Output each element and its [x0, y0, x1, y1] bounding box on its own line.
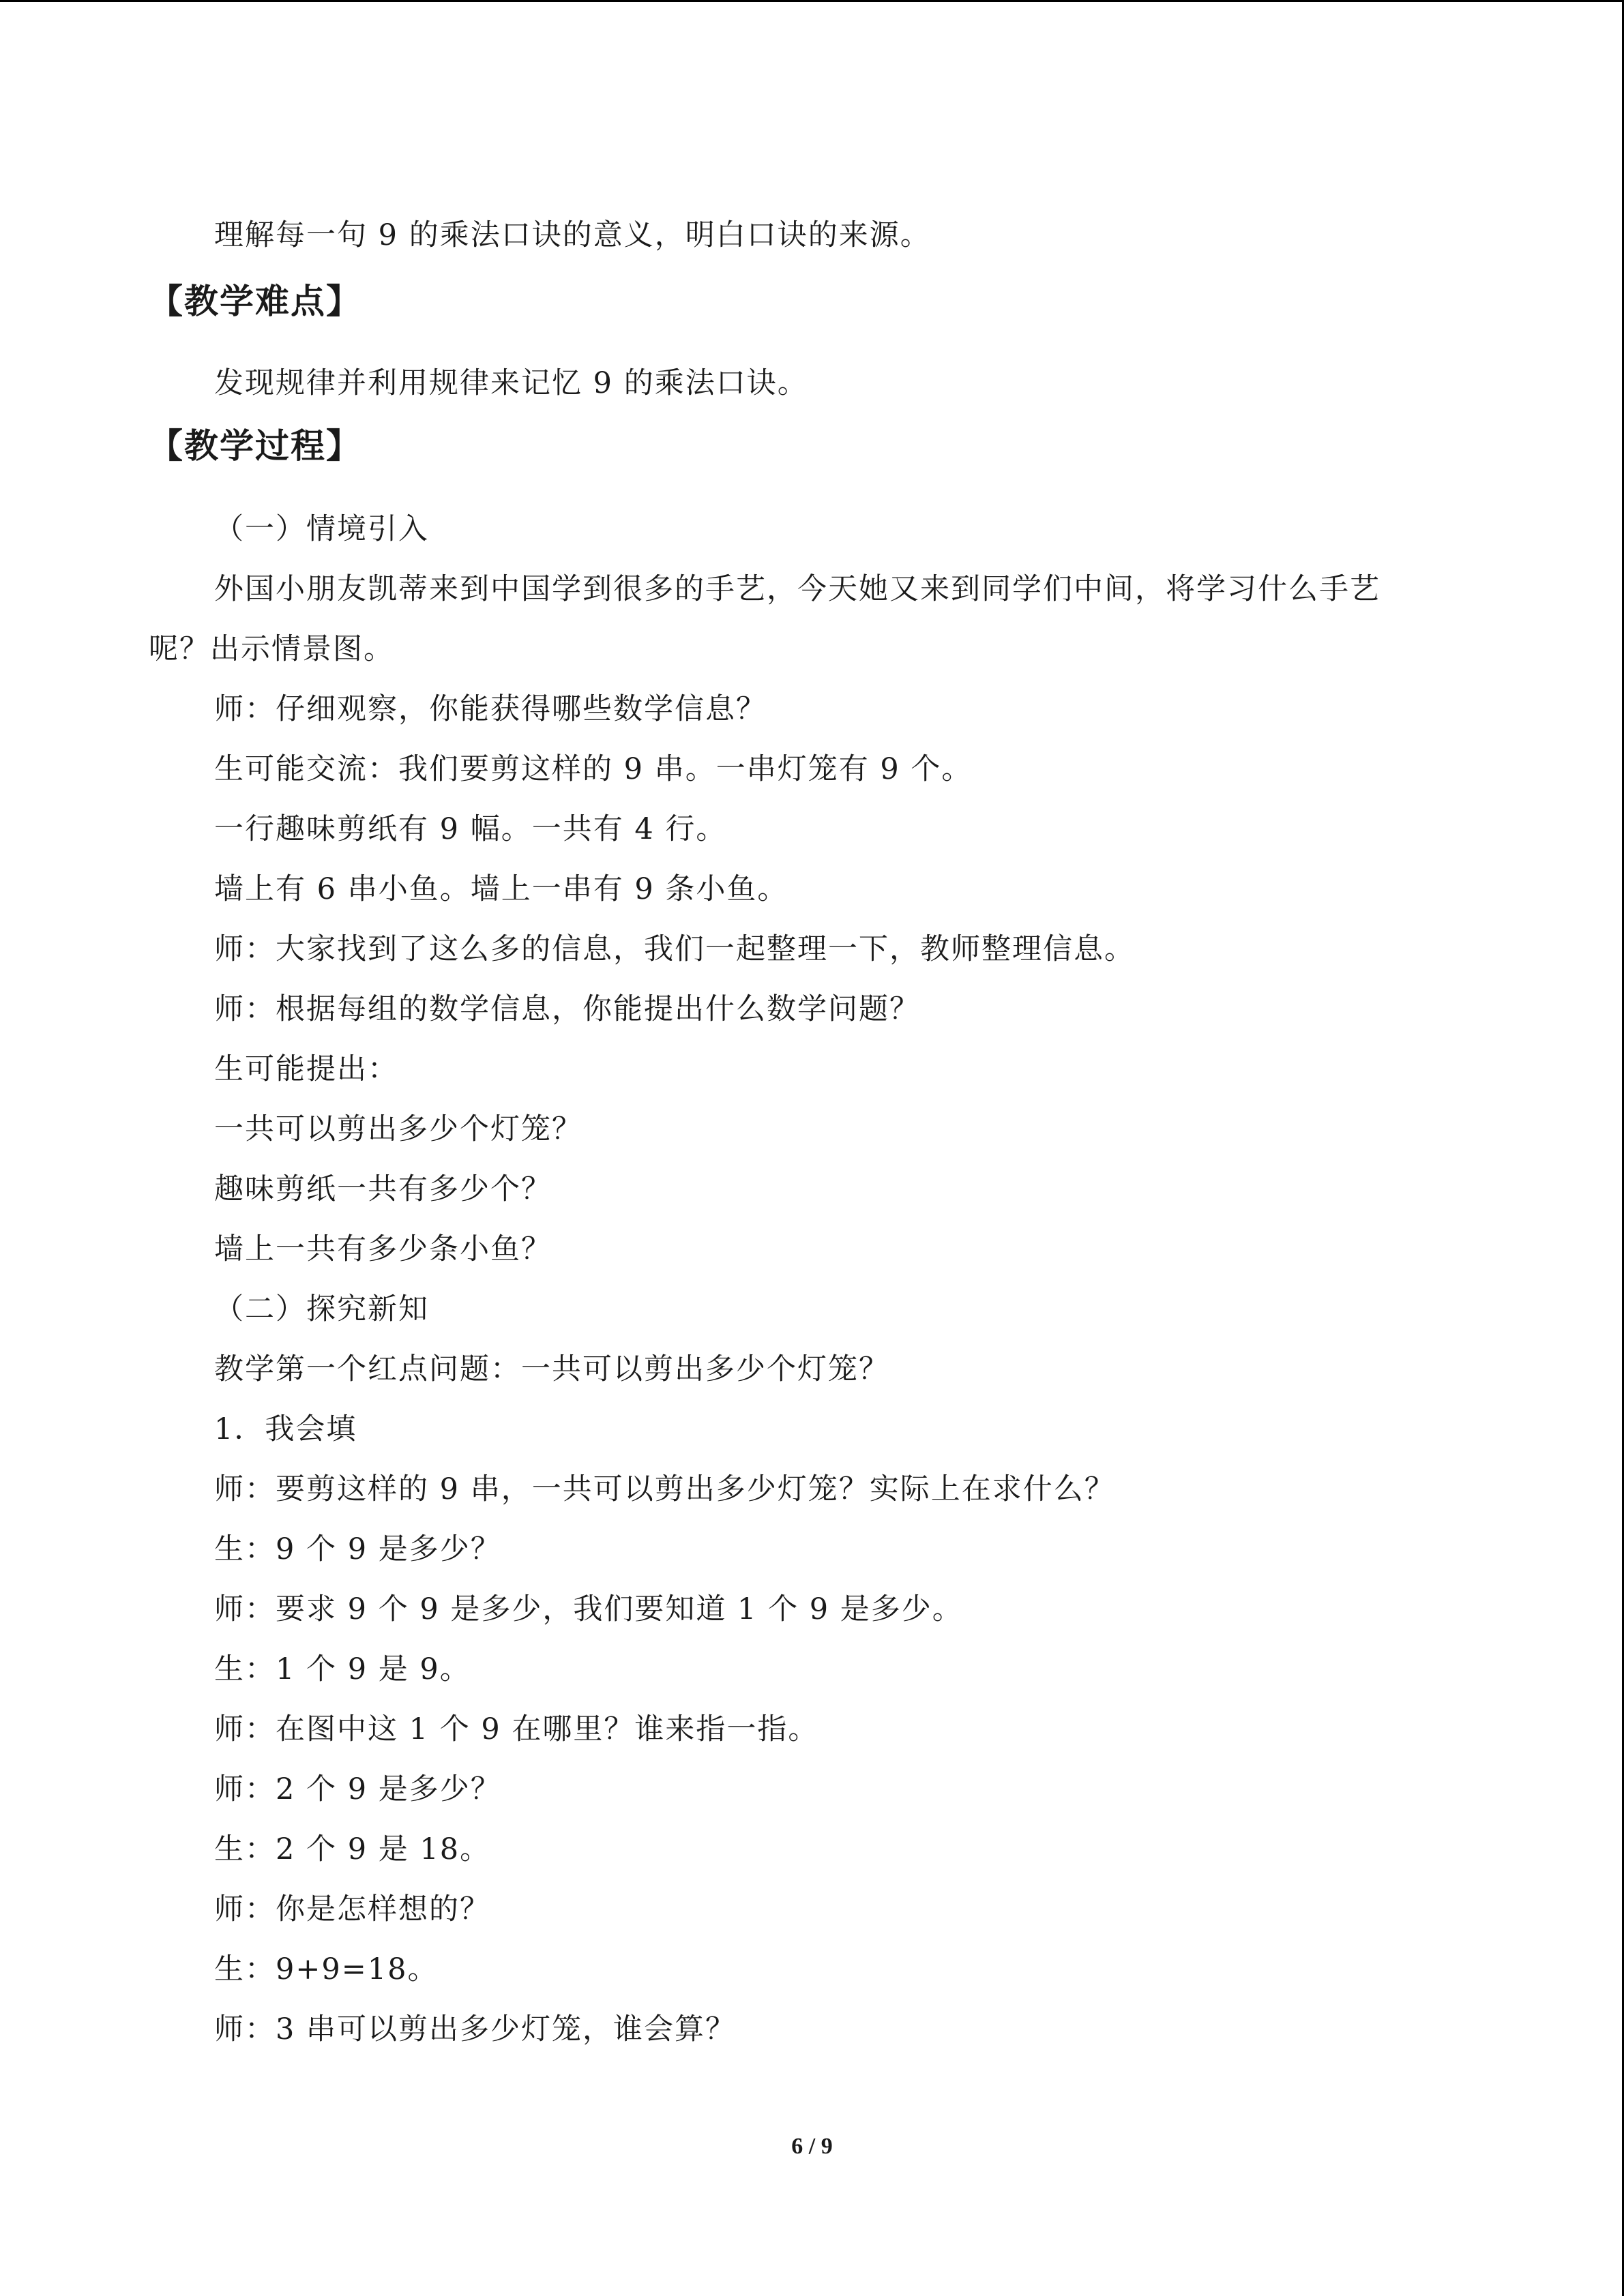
- paragraph-line: 师：仔细观察，你能获得哪些数学信息？: [214, 692, 767, 726]
- paragraph-line: 师：根据每组的数学信息，你能提出什么数学问题？: [214, 992, 920, 1026]
- paragraph-line: 师：要求 9 个 9 是多少，我们要知道 1 个 9 是多少。: [214, 1592, 963, 1626]
- section-heading-difficulty: 【教学难点】: [149, 282, 361, 321]
- paragraph-line: 发现规律并利用规律来记忆 9 的乘法口诀。: [214, 366, 808, 400]
- subsection-title: （二）探究新知: [214, 1292, 429, 1326]
- paragraph-line: 师：3 串可以剪出多少灯笼，谁会算？: [214, 2012, 737, 2046]
- paragraph-line: 外国小朋友凯蒂来到中国学到很多的手艺，今天她又来到同学们中间，将学习什么手艺: [214, 572, 1381, 606]
- paragraph-line: 墙上一共有多少条小鱼？: [214, 1232, 552, 1266]
- paragraph-line: 生可能提出：: [214, 1052, 398, 1086]
- paragraph-line: 生：9+9=18。: [214, 1952, 439, 1986]
- section-heading-process: 【教学过程】: [149, 426, 361, 466]
- paragraph-line: 生：1 个 9 是 9。: [214, 1652, 471, 1686]
- paragraph-line: 呢？出示情景图。: [149, 632, 394, 666]
- paragraph-line: 师：要剪这样的 9 串，一共可以剪出多少灯笼？实际上在求什么？: [214, 1472, 1115, 1506]
- page-number: 6 / 9: [791, 2134, 833, 2159]
- paragraph-line: 生可能交流：我们要剪这样的 9 串。一串灯笼有 9 个。: [214, 752, 973, 786]
- paragraph-line: 一共可以剪出多少个灯笼？: [214, 1112, 582, 1146]
- paragraph-line: 师：在图中这 1 个 9 在哪里？谁来指一指。: [214, 1712, 819, 1746]
- paragraph-line: 趣味剪纸一共有多少个？: [214, 1172, 552, 1206]
- page-border-top: [0, 0, 1624, 2]
- paragraph-line: 师：2 个 9 是多少？: [214, 1772, 501, 1806]
- paragraph-line: 一行趣味剪纸有 9 幅。一共有 4 行。: [214, 812, 727, 846]
- paragraph-line: 教学第一个红点问题：一共可以剪出多少个灯笼？: [214, 1352, 889, 1386]
- paragraph-line: 墙上有 6 串小鱼。墙上一串有 9 条小鱼。: [214, 872, 788, 906]
- paragraph-line: 师：大家找到了这么多的信息，我们一起整理一下，教师整理信息。: [214, 932, 1135, 966]
- paragraph-line: 师：你是怎样想的？: [214, 1892, 490, 1926]
- subsection-title: （一）情境引入: [214, 512, 429, 546]
- paragraph-line: 1．我会填: [214, 1412, 357, 1446]
- paragraph-line: 理解每一句 9 的乘法口诀的意义，明白口诀的来源。: [214, 218, 931, 252]
- paragraph-line: 生：2 个 9 是 18。: [214, 1832, 491, 1866]
- paragraph-line: 生：9 个 9 是多少？: [214, 1532, 501, 1566]
